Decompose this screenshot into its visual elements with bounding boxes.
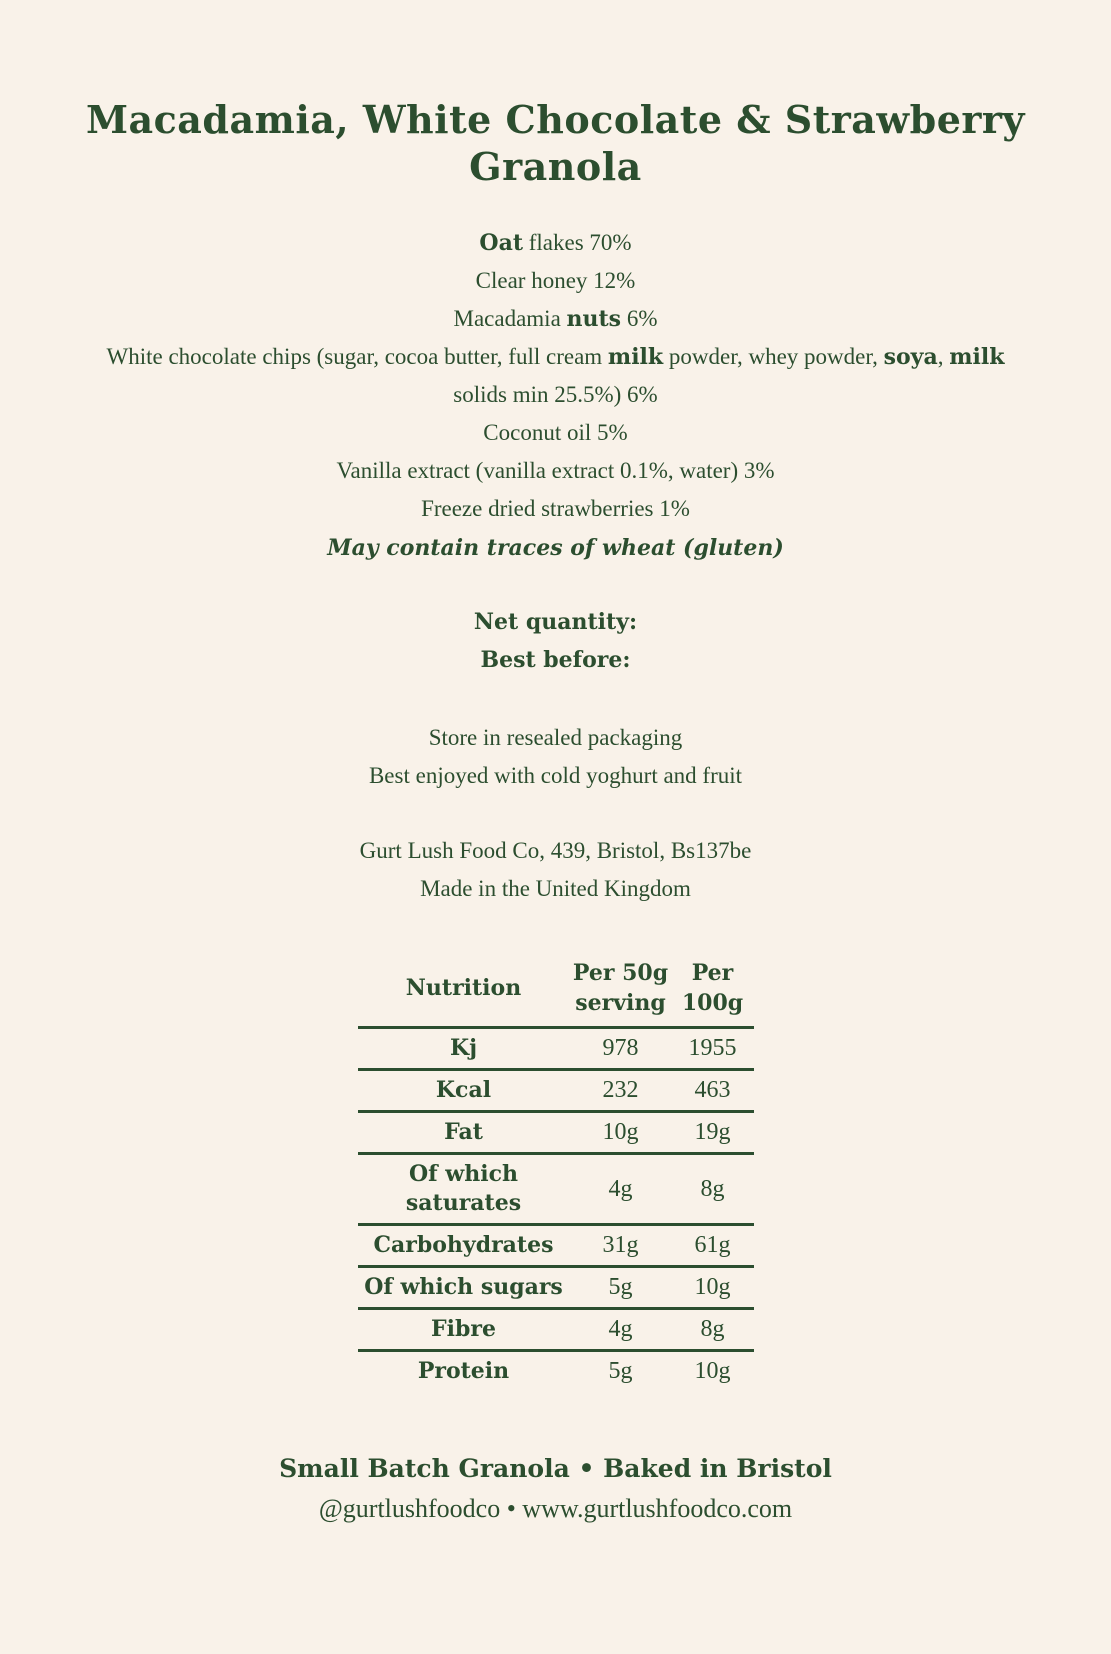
nutrition-header-row	[358, 954, 754, 1028]
per-100g-value: 8g	[672, 1154, 754, 1225]
per-100g-value: 10g	[672, 1351, 754, 1392]
ingredient-line: White chocolate chips (sugar, cocoa butter, full cream milk powder, whey powder, soya, milk solids min 25.5%) 6%	[106, 344, 1005, 407]
nutrition-table-body	[358, 1028, 754, 1392]
ingredient-line: Clear honey 12%	[475, 268, 636, 293]
per-100g-value: 8g	[672, 1309, 754, 1351]
allergen-note: May contain traces of wheat (gluten)	[327, 535, 784, 561]
net-quantity-label: Net quantity:	[473, 609, 638, 635]
nutrient-name: Fat	[358, 1112, 570, 1154]
per-50g-value: 4g	[570, 1309, 672, 1351]
serving-suggestion: Best enjoyed with cold yoghurt and fruit	[368, 763, 743, 788]
pack-info	[0, 603, 1111, 679]
ingredient-line: Macadamia nuts 6%	[453, 306, 658, 332]
product-title	[0, 96, 1111, 190]
product-title-line-2: Granola	[469, 144, 642, 189]
per-50g-value: 232	[570, 1070, 672, 1112]
per-100g-value: 10g	[672, 1267, 754, 1309]
ingredient-line: Coconut oil 5%	[483, 420, 628, 445]
brand-tagline: Small Batch Granola • Baked in Bristol	[279, 1454, 832, 1483]
nutrition-row	[358, 1351, 754, 1392]
nutrition-row	[358, 1154, 754, 1225]
nutrition-row	[358, 1070, 754, 1112]
nutrition-table-header	[358, 954, 754, 1028]
nutrition-table	[358, 954, 754, 1391]
per-50g-value: 5g	[570, 1267, 672, 1309]
nutrition-row	[358, 1309, 754, 1351]
per-100g-value: 463	[672, 1070, 754, 1112]
per-50g-value: 10g	[570, 1112, 672, 1154]
nutrient-name: Kj	[358, 1028, 570, 1070]
nutrient-name: Protein	[358, 1351, 570, 1392]
footer	[0, 1449, 1111, 1529]
per-100g-value: 19g	[672, 1112, 754, 1154]
per-50g-value: 978	[570, 1028, 672, 1070]
per-100g-column-header: Per 100g	[681, 960, 744, 1016]
best-before-label: Best before:	[480, 647, 631, 673]
nutrition-column-header: Nutrition	[405, 975, 522, 1001]
nutrient-name: Of which saturates	[358, 1154, 570, 1225]
nutrition-row	[358, 1028, 754, 1070]
per-100g-value: 1955	[672, 1028, 754, 1070]
nutrient-name: Of which sugars	[358, 1267, 570, 1309]
nutrient-name: Fibre	[358, 1309, 570, 1351]
ingredient-line: Freeze dried strawberries 1%	[421, 496, 690, 521]
per-50g-column-header: Per 50g serving	[572, 960, 669, 1016]
per-50g-value: 31g	[570, 1225, 672, 1267]
contact-line: @gurtlushfoodco • www.gurtlushfoodco.com	[318, 1494, 793, 1523]
per-50g-value: 5g	[570, 1351, 672, 1392]
nutrient-name: Kcal	[358, 1070, 570, 1112]
per-100g-value: 61g	[672, 1225, 754, 1267]
storage-info	[0, 719, 1111, 795]
per-50g-value: 4g	[570, 1154, 672, 1225]
product-title-line-1: Macadamia, White Chocolate & Strawberry	[85, 97, 1026, 142]
nutrient-name: Carbohydrates	[358, 1225, 570, 1267]
producer-info	[0, 832, 1111, 908]
producer-address: Gurt Lush Food Co, 439, Bristol, Bs137be	[359, 838, 752, 863]
ingredients-list	[106, 224, 1006, 528]
nutrition-row	[358, 1225, 754, 1267]
ingredient-line: Vanilla extract (vanilla extract 0.1%, water) 3%	[336, 458, 775, 483]
made-in-statement: Made in the United Kingdom	[420, 876, 691, 901]
nutrition-row	[358, 1112, 754, 1154]
storage-instruction: Store in resealed packaging	[428, 725, 683, 750]
ingredient-line: Oat flakes 70%	[479, 230, 632, 256]
nutrition-row	[358, 1267, 754, 1309]
